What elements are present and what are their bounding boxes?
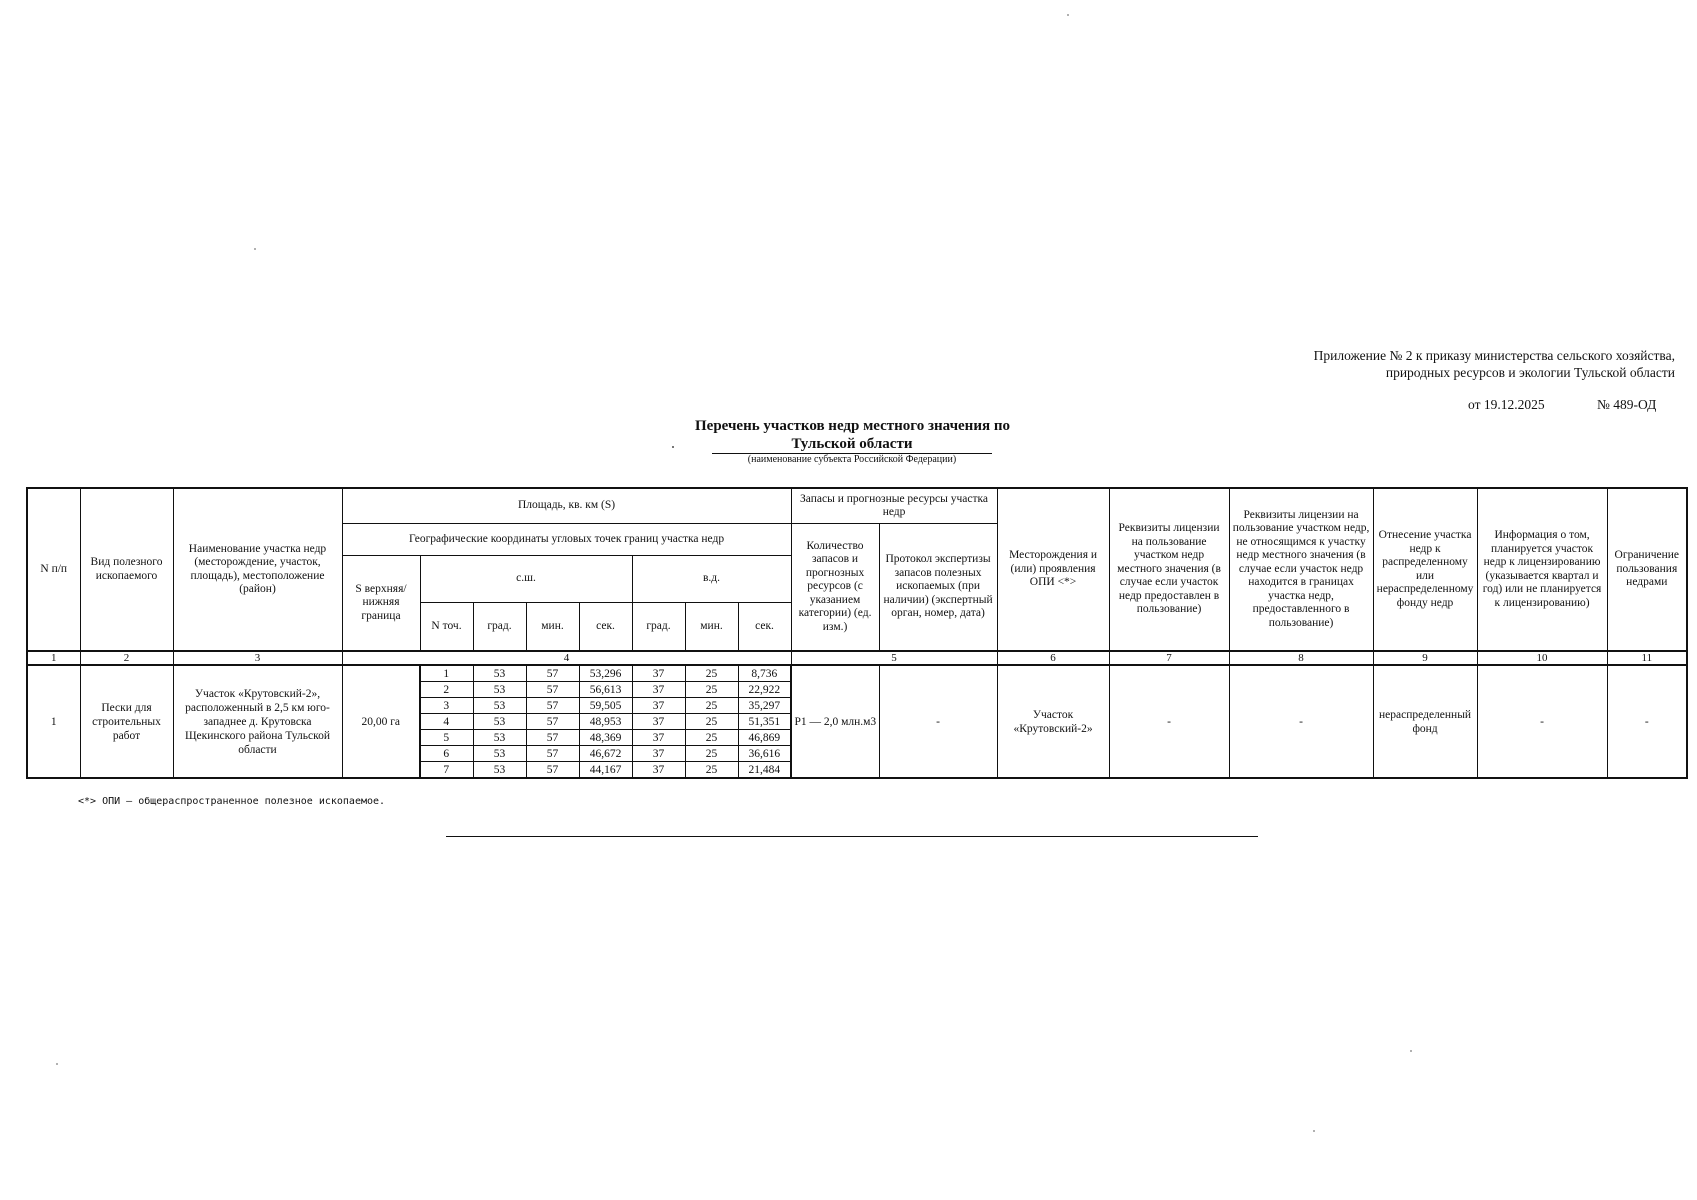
lat-deg: 53 <box>473 698 526 714</box>
scan-speck <box>1313 1130 1315 1132</box>
footnote: <*> ОПИ — общераспространенное полезное ископаемое. <box>78 796 386 807</box>
lat-sec: 48,953 <box>579 714 632 730</box>
header-reserves: Запасы и прогнозные ресурсы участка недр <box>791 488 997 524</box>
header-site-name: Наименование участка недр (месторождение, участок, площадь), местоположение (район) <box>173 488 342 651</box>
lat-sec: 46,672 <box>579 746 632 762</box>
lat-sec: 56,613 <box>579 682 632 698</box>
header-latitude: с.ш. <box>420 556 632 603</box>
row-fund: нераспределенный фонд <box>1373 665 1477 778</box>
lon-min: 25 <box>685 682 738 698</box>
lon-sec: 8,736 <box>738 665 791 682</box>
lon-sec: 21,484 <box>738 762 791 779</box>
col-number: 7 <box>1109 651 1229 665</box>
header-restriction: Ограничение пользования недрами <box>1607 488 1687 651</box>
lon-min: 25 <box>685 746 738 762</box>
header-deposit: Месторождения и (или) проявления ОПИ <*> <box>997 488 1109 651</box>
row-area: 20,00 га <box>342 665 420 778</box>
row-license-other: - <box>1229 665 1373 778</box>
lat-min: 57 <box>526 665 579 682</box>
header-lon-sec: сек. <box>738 603 791 652</box>
region-name: Тульской области <box>712 436 992 454</box>
table-row <box>27 665 1687 682</box>
point-number: 2 <box>420 682 473 698</box>
scan-speck <box>1410 1050 1412 1052</box>
point-number: 5 <box>420 730 473 746</box>
col-number: 6 <box>997 651 1109 665</box>
col-number: 4 <box>342 651 791 665</box>
scan-speck <box>672 446 674 448</box>
row-np: 1 <box>27 665 80 778</box>
lat-min: 57 <box>526 762 579 779</box>
lon-deg: 37 <box>632 762 685 779</box>
lon-sec: 36,616 <box>738 746 791 762</box>
row-plan: - <box>1477 665 1607 778</box>
lon-min: 25 <box>685 698 738 714</box>
lon-min: 25 <box>685 762 738 779</box>
lat-deg: 53 <box>473 665 526 682</box>
col-number: 9 <box>1373 651 1477 665</box>
lon-sec: 46,869 <box>738 730 791 746</box>
appendix-line-1: Приложение № 2 к приказу министерства сельского хозяйства, <box>1313 348 1675 363</box>
lon-deg: 37 <box>632 682 685 698</box>
order-number: № 489-ОД <box>1597 397 1657 412</box>
header-np: N п/п <box>27 488 80 651</box>
lon-min: 25 <box>685 665 738 682</box>
lon-sec: 22,922 <box>738 682 791 698</box>
lat-sec: 48,369 <box>579 730 632 746</box>
lon-sec: 51,351 <box>738 714 791 730</box>
lat-deg: 53 <box>473 682 526 698</box>
closing-rule <box>446 836 1258 837</box>
col-number: 10 <box>1477 651 1607 665</box>
row-deposit: Участок «Крутовский-2» <box>997 665 1109 778</box>
appendix-line-2: природных ресурсов и экологии Тульской области <box>1385 365 1675 380</box>
point-number: 1 <box>420 665 473 682</box>
header-lat-sec: сек. <box>579 603 632 652</box>
header-license-local: Реквизиты лицензии на пользование участком недр местного значения (в случае если участок недр предоставлен в пользование) <box>1109 488 1229 651</box>
header-plan: Информация о том, планируется участок недр к лицензированию (указывается квартал и год) или не планируется к лицензированию) <box>1477 488 1607 651</box>
lat-min: 57 <box>526 746 579 762</box>
lon-min: 25 <box>685 714 738 730</box>
header-point-number: N точ. <box>420 603 473 652</box>
header-longitude: в.д. <box>632 556 791 603</box>
header-geo-coords: Географические координаты угловых точек границ участка недр <box>342 524 791 556</box>
lat-min: 57 <box>526 698 579 714</box>
point-number: 7 <box>420 762 473 779</box>
header-license-other: Реквизиты лицензии на пользование участком недр, не относящимся к участку недр местного значения (в случае если участок недр находится в границах участка недр, предоставленного в пользование) <box>1229 488 1373 651</box>
col-number: 5 <box>791 651 997 665</box>
header-s-bound: S верхняя/ нижняя граница <box>342 556 420 652</box>
col-number: 1 <box>27 651 80 665</box>
lat-min: 57 <box>526 714 579 730</box>
lat-min: 57 <box>526 682 579 698</box>
lat-deg: 53 <box>473 746 526 762</box>
appendix-note <box>1195 347 1675 381</box>
lat-min: 57 <box>526 730 579 746</box>
lon-min: 25 <box>685 730 738 746</box>
header-lon-deg: град. <box>632 603 685 652</box>
header-lat-min: мин. <box>526 603 579 652</box>
lat-sec: 44,167 <box>579 762 632 779</box>
lon-deg: 37 <box>632 746 685 762</box>
point-number: 4 <box>420 714 473 730</box>
lon-deg: 37 <box>632 714 685 730</box>
row-quantity: P1 — 2,0 млн.м3 <box>791 665 879 778</box>
row-protocol: - <box>879 665 997 778</box>
lon-deg: 37 <box>632 730 685 746</box>
col-number: 11 <box>1607 651 1687 665</box>
scan-speck <box>254 248 256 250</box>
lat-deg: 53 <box>473 762 526 779</box>
document-title: Перечень участков недр местного значения по <box>695 418 1010 434</box>
lon-sec: 35,297 <box>738 698 791 714</box>
point-number: 3 <box>420 698 473 714</box>
scan-speck <box>1067 14 1069 16</box>
row-license-local: - <box>1109 665 1229 778</box>
scan-speck <box>56 1063 58 1065</box>
order-date: от 19.12.2025 <box>1468 397 1545 412</box>
col-number: 2 <box>80 651 173 665</box>
col-number: 8 <box>1229 651 1373 665</box>
region-caption: (наименование субъекта Российской Федерации) <box>747 454 957 465</box>
lat-sec: 59,505 <box>579 698 632 714</box>
row-mineral: Пески для строительных работ <box>80 665 173 778</box>
col-number: 3 <box>173 651 342 665</box>
header-fund: Отнесение участка недр к распределенному или нераспределенному фонду недр <box>1373 488 1477 651</box>
lat-deg: 53 <box>473 714 526 730</box>
row-site-name: Участок «Крутовский-2», расположенный в 2,5 км юго-западнее д. Крутовска Щекинского района Тульской области <box>173 665 342 778</box>
lat-deg: 53 <box>473 730 526 746</box>
point-number: 6 <box>420 746 473 762</box>
lon-deg: 37 <box>632 665 685 682</box>
header-area: Площадь, кв. км (S) <box>342 488 791 524</box>
header-quantity: Количество запасов и прогнозных ресурсов (с указанием категории) (ед. изм.) <box>791 524 879 652</box>
header-lat-deg: град. <box>473 603 526 652</box>
subsoil-sites-table <box>26 487 1688 779</box>
lat-sec: 53,296 <box>579 665 632 682</box>
header-lon-min: мин. <box>685 603 738 652</box>
header-protocol: Протокол экспертизы запасов полезных ископаемых (при наличии) (экспертный орган, номер, дата) <box>879 524 997 652</box>
lon-deg: 37 <box>632 698 685 714</box>
row-restriction: - <box>1607 665 1687 778</box>
header-mineral: Вид полезного ископаемого <box>80 488 173 651</box>
